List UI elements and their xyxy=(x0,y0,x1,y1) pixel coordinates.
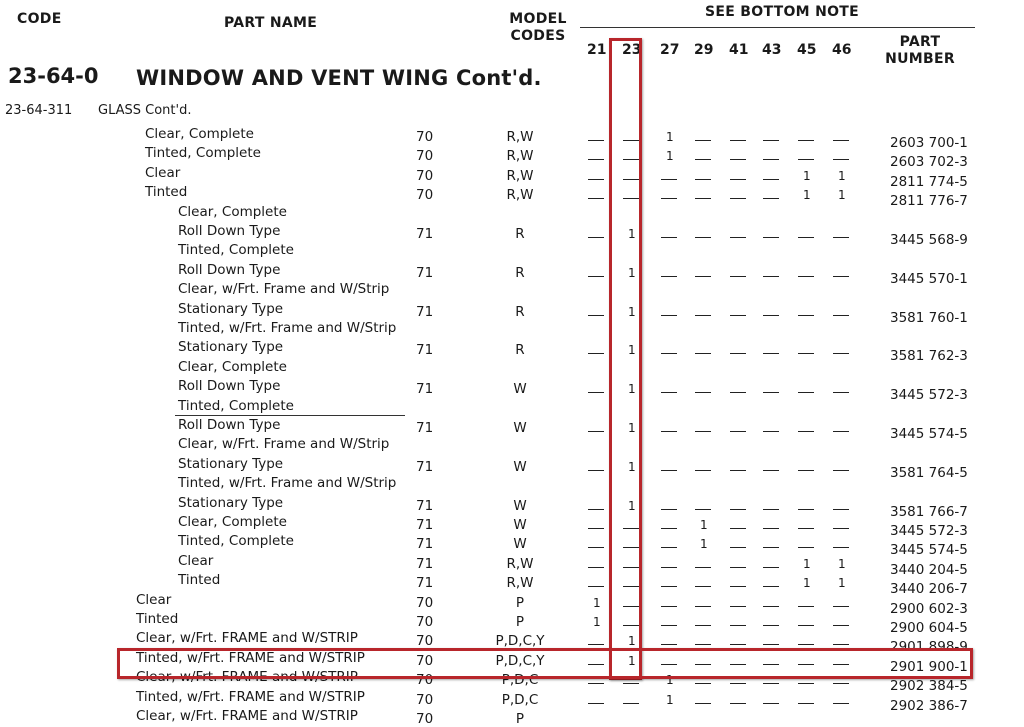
qty-dash xyxy=(833,276,849,277)
qty-dash xyxy=(833,703,849,704)
qty-mark: 1 xyxy=(628,499,636,513)
subsection-title: GLASS Cont'd. xyxy=(98,103,192,118)
header-code: CODE xyxy=(17,11,62,27)
qty-dash xyxy=(623,683,639,684)
qty-dash xyxy=(588,392,604,393)
subsection-code: 23-64-311 xyxy=(5,103,73,118)
row-year: 70 xyxy=(416,129,434,145)
row-part-number: 2902 386-7 xyxy=(890,698,968,714)
qty-dash xyxy=(695,198,711,199)
row-model-codes: R,W xyxy=(506,129,534,145)
qty-dash xyxy=(763,237,779,238)
qty-dash xyxy=(763,315,779,316)
qty-mark: 1 xyxy=(666,149,674,163)
qty-dash xyxy=(588,276,604,277)
qty-dash xyxy=(798,547,814,548)
qty-mark: 1 xyxy=(628,382,636,396)
qty-dash xyxy=(661,470,677,471)
qty-dash xyxy=(798,276,814,277)
qty-mark: 1 xyxy=(593,596,601,610)
section-title: WINDOW AND VENT WING Cont'd. xyxy=(136,66,542,90)
qty-dash xyxy=(695,509,711,510)
row-part-number: 2603 702-3 xyxy=(890,154,968,170)
qty-dash xyxy=(588,586,604,587)
row-year: 71 xyxy=(416,498,434,514)
row-description: Tinted, w/Frt. Frame and W/Strip xyxy=(178,320,397,336)
row-model-codes: W xyxy=(513,381,527,397)
row-description: Clear, w/Frt. Frame and W/Strip xyxy=(178,281,390,297)
qty-dash xyxy=(763,547,779,548)
row-description: Clear, Complete xyxy=(178,514,287,530)
row-part-number: 2811 776-7 xyxy=(890,193,968,209)
qty-dash xyxy=(661,644,677,645)
qty-dash xyxy=(763,625,779,626)
qty-dash xyxy=(798,683,814,684)
row-part-number: 3581 762-3 xyxy=(890,348,968,364)
qty-dash xyxy=(763,159,779,160)
row-year: 70 xyxy=(416,187,434,203)
row-year: 71 xyxy=(416,304,434,320)
row-part-number: 2901 900-1 xyxy=(890,659,968,675)
row-model-codes: P,D,C,Y xyxy=(495,653,545,669)
qty-dash xyxy=(833,509,849,510)
row-description: Tinted, Complete xyxy=(145,145,261,161)
qty-dash xyxy=(695,567,711,568)
qty-dash xyxy=(661,353,677,354)
header-part-name: PART NAME xyxy=(224,15,318,31)
qty-dash xyxy=(763,392,779,393)
qty-dash xyxy=(588,315,604,316)
qty-mark: 1 xyxy=(838,557,846,571)
header-part-number-1: PART xyxy=(899,34,941,50)
qty-dash xyxy=(730,547,746,548)
year-column-41: 41 xyxy=(729,42,749,58)
qty-dash xyxy=(833,353,849,354)
row-part-number: 2900 602-3 xyxy=(890,601,968,617)
qty-dash xyxy=(730,392,746,393)
qty-dash xyxy=(661,198,677,199)
qty-dash xyxy=(763,179,779,180)
qty-dash xyxy=(763,528,779,529)
group-separator-rule xyxy=(175,415,405,416)
row-description: Tinted, Complete xyxy=(178,242,294,258)
qty-dash xyxy=(695,179,711,180)
row-description: Tinted, w/Frt. FRAME and W/STRIP xyxy=(136,650,365,666)
row-model-codes: P,D,C,Y xyxy=(495,633,545,649)
qty-dash xyxy=(730,644,746,645)
qty-dash xyxy=(833,315,849,316)
row-description: Stationary Type xyxy=(178,495,284,511)
qty-dash xyxy=(588,198,604,199)
qty-dash xyxy=(730,606,746,607)
row-part-number: 2902 384-5 xyxy=(890,678,968,694)
qty-dash xyxy=(695,683,711,684)
qty-dash xyxy=(588,567,604,568)
qty-dash xyxy=(763,140,779,141)
qty-dash xyxy=(763,683,779,684)
row-part-number: 3445 568-9 xyxy=(890,232,968,248)
qty-dash xyxy=(833,644,849,645)
qty-dash xyxy=(661,625,677,626)
qty-dash xyxy=(695,237,711,238)
qty-dash xyxy=(730,159,746,160)
row-part-number: 3445 574-5 xyxy=(890,542,968,558)
row-model-codes: P,D,C xyxy=(501,672,539,688)
row-model-codes: W xyxy=(513,420,527,436)
qty-dash xyxy=(588,683,604,684)
row-part-number: 3445 572-3 xyxy=(890,387,968,403)
row-model-codes: R,W xyxy=(506,148,534,164)
row-part-number: 3440 206-7 xyxy=(890,581,968,597)
qty-dash xyxy=(730,315,746,316)
qty-dash xyxy=(730,237,746,238)
qty-dash xyxy=(588,237,604,238)
row-model-codes: R,W xyxy=(506,556,534,572)
qty-dash xyxy=(798,703,814,704)
year-column-46: 46 xyxy=(832,42,852,58)
qty-mark: 1 xyxy=(700,537,708,551)
qty-dash xyxy=(695,586,711,587)
qty-dash xyxy=(661,392,677,393)
row-description: Roll Down Type xyxy=(178,417,281,433)
row-description: Clear, Complete xyxy=(145,126,254,142)
qty-dash xyxy=(833,392,849,393)
qty-dash xyxy=(588,431,604,432)
row-model-codes: W xyxy=(513,498,527,514)
qty-dash xyxy=(661,586,677,587)
qty-dash xyxy=(588,470,604,471)
row-year: 70 xyxy=(416,711,434,727)
qty-dash xyxy=(798,315,814,316)
row-description: Clear, Complete xyxy=(178,204,287,220)
row-part-number: 3581 760-1 xyxy=(890,310,968,326)
row-model-codes: W xyxy=(513,536,527,552)
header-part-number-2: NUMBER xyxy=(885,51,955,67)
qty-mark: 1 xyxy=(803,557,811,571)
qty-dash xyxy=(588,547,604,548)
qty-dash xyxy=(763,606,779,607)
row-year: 70 xyxy=(416,672,434,688)
qty-mark: 1 xyxy=(628,343,636,357)
row-part-number: 3581 764-5 xyxy=(890,465,968,481)
row-part-number: 3445 570-1 xyxy=(890,271,968,287)
row-year: 71 xyxy=(416,459,434,475)
row-model-codes: R xyxy=(515,226,525,242)
row-description: Stationary Type xyxy=(178,301,284,317)
year-column-21: 21 xyxy=(587,42,607,58)
qty-dash xyxy=(695,470,711,471)
qty-mark: 1 xyxy=(803,576,811,590)
qty-dash xyxy=(730,586,746,587)
qty-dash xyxy=(763,198,779,199)
row-part-number: 2811 774-5 xyxy=(890,174,968,190)
row-year: 70 xyxy=(416,653,434,669)
row-year: 71 xyxy=(416,556,434,572)
row-description: Tinted xyxy=(178,572,221,588)
qty-dash xyxy=(623,703,639,704)
qty-dash xyxy=(763,276,779,277)
qty-dash xyxy=(833,683,849,684)
qty-dash xyxy=(588,703,604,704)
row-model-codes: W xyxy=(513,459,527,475)
row-model-codes: R xyxy=(515,304,525,320)
row-part-number: 2900 604-5 xyxy=(890,620,968,636)
row-part-number: 3581 766-7 xyxy=(890,504,968,520)
qty-dash xyxy=(730,509,746,510)
row-description: Tinted, Complete xyxy=(178,398,294,414)
highlight-column-23 xyxy=(609,38,642,680)
row-description: Clear xyxy=(145,165,181,181)
row-year: 71 xyxy=(416,381,434,397)
qty-dash xyxy=(661,179,677,180)
row-part-number: 2603 700-1 xyxy=(890,135,968,151)
qty-dash xyxy=(661,567,677,568)
qty-mark: 1 xyxy=(628,266,636,280)
qty-dash xyxy=(833,625,849,626)
highlight-row xyxy=(117,648,973,679)
qty-dash xyxy=(763,470,779,471)
qty-dash xyxy=(763,567,779,568)
qty-dash xyxy=(695,606,711,607)
row-model-codes: W xyxy=(513,517,527,533)
qty-mark: 1 xyxy=(628,421,636,435)
qty-dash xyxy=(798,237,814,238)
qty-dash xyxy=(730,431,746,432)
qty-dash xyxy=(695,703,711,704)
row-description: Clear, w/Frt. FRAME and W/STRIP xyxy=(136,669,358,685)
row-description: Tinted, w/Frt. Frame and W/Strip xyxy=(178,475,397,491)
row-description: Clear xyxy=(136,592,172,608)
row-model-codes: R,W xyxy=(506,575,534,591)
qty-dash xyxy=(798,431,814,432)
qty-dash xyxy=(763,703,779,704)
row-description: Stationary Type xyxy=(178,339,284,355)
qty-dash xyxy=(730,140,746,141)
qty-dash xyxy=(695,140,711,141)
header-model-codes-1: MODEL xyxy=(509,11,567,27)
row-description: Roll Down Type xyxy=(178,262,281,278)
row-description: Tinted, w/Frt. FRAME and W/STRIP xyxy=(136,689,365,705)
qty-mark: 1 xyxy=(700,518,708,532)
qty-dash xyxy=(730,276,746,277)
qty-dash xyxy=(695,644,711,645)
qty-dash xyxy=(661,606,677,607)
qty-dash xyxy=(661,528,677,529)
qty-dash xyxy=(730,198,746,199)
qty-dash xyxy=(798,644,814,645)
qty-dash xyxy=(763,353,779,354)
row-year: 70 xyxy=(416,614,434,630)
qty-mark: 1 xyxy=(838,576,846,590)
qty-mark: 1 xyxy=(628,654,636,668)
row-year: 71 xyxy=(416,420,434,436)
year-column-27: 27 xyxy=(660,42,680,58)
qty-dash xyxy=(833,606,849,607)
row-year: 70 xyxy=(416,633,434,649)
header-model-codes-2: CODES xyxy=(510,28,566,44)
qty-dash xyxy=(588,644,604,645)
qty-mark: 1 xyxy=(628,305,636,319)
row-description: Clear, Complete xyxy=(178,359,287,375)
qty-dash xyxy=(661,431,677,432)
qty-dash xyxy=(798,140,814,141)
qty-mark: 1 xyxy=(666,693,674,707)
row-year: 70 xyxy=(416,168,434,184)
row-model-codes: P xyxy=(515,614,525,630)
qty-dash xyxy=(588,528,604,529)
qty-dash xyxy=(798,606,814,607)
qty-dash xyxy=(588,140,604,141)
qty-dash xyxy=(695,315,711,316)
qty-dash xyxy=(833,237,849,238)
row-description: Tinted xyxy=(136,611,179,627)
qty-dash xyxy=(763,509,779,510)
qty-dash xyxy=(833,470,849,471)
row-year: 71 xyxy=(416,226,434,242)
row-part-number: 3445 574-5 xyxy=(890,426,968,442)
qty-dash xyxy=(661,237,677,238)
qty-dash xyxy=(798,353,814,354)
qty-dash xyxy=(833,528,849,529)
row-description: Tinted, Complete xyxy=(178,533,294,549)
row-description: Tinted xyxy=(145,184,188,200)
row-year: 71 xyxy=(416,342,434,358)
year-column-29: 29 xyxy=(694,42,714,58)
header-see-bottom-note: SEE BOTTOM NOTE xyxy=(705,4,860,20)
qty-dash xyxy=(695,276,711,277)
qty-dash xyxy=(763,586,779,587)
row-description: Roll Down Type xyxy=(178,223,281,239)
qty-dash xyxy=(695,625,711,626)
row-year: 71 xyxy=(416,517,434,533)
qty-dash xyxy=(833,159,849,160)
row-description: Clear, w/Frt. FRAME and W/STRIP xyxy=(136,708,358,724)
row-year: 70 xyxy=(416,595,434,611)
qty-dash xyxy=(588,353,604,354)
qty-dash xyxy=(730,179,746,180)
qty-dash xyxy=(661,315,677,316)
row-year: 70 xyxy=(416,148,434,164)
qty-dash xyxy=(588,509,604,510)
row-model-codes: R xyxy=(515,342,525,358)
qty-dash xyxy=(730,703,746,704)
row-model-codes: P,D,C xyxy=(501,692,539,708)
row-year: 71 xyxy=(416,536,434,552)
qty-dash xyxy=(730,353,746,354)
row-part-number: 3440 204-5 xyxy=(890,562,968,578)
row-model-codes: R,W xyxy=(506,187,534,203)
year-column-43: 43 xyxy=(762,42,782,58)
qty-dash xyxy=(763,644,779,645)
row-description: Clear xyxy=(178,553,214,569)
row-part-number: 2901 898-9 xyxy=(890,639,968,655)
qty-dash xyxy=(763,431,779,432)
qty-mark: 1 xyxy=(593,615,601,629)
row-part-number: 3445 572-3 xyxy=(890,523,968,539)
qty-dash xyxy=(695,353,711,354)
qty-dash xyxy=(730,470,746,471)
qty-dash xyxy=(695,431,711,432)
qty-dash xyxy=(798,392,814,393)
qty-dash xyxy=(730,683,746,684)
qty-mark: 1 xyxy=(838,169,846,183)
row-year: 71 xyxy=(416,265,434,281)
row-description: Clear, w/Frt. Frame and W/Strip xyxy=(178,436,390,452)
qty-mark: 1 xyxy=(666,673,674,687)
qty-dash xyxy=(661,509,677,510)
row-model-codes: P xyxy=(515,711,525,727)
qty-mark: 1 xyxy=(628,227,636,241)
qty-dash xyxy=(833,547,849,548)
qty-dash xyxy=(798,528,814,529)
qty-dash xyxy=(730,567,746,568)
qty-dash xyxy=(695,392,711,393)
row-description: Stationary Type xyxy=(178,456,284,472)
qty-dash xyxy=(798,509,814,510)
qty-dash xyxy=(730,528,746,529)
qty-mark: 1 xyxy=(666,130,674,144)
qty-mark: 1 xyxy=(803,188,811,202)
qty-mark: 1 xyxy=(628,634,636,648)
row-model-codes: P xyxy=(515,595,525,611)
year-column-23: 23 xyxy=(622,42,642,58)
qty-dash xyxy=(798,625,814,626)
row-year: 70 xyxy=(416,692,434,708)
row-description: Clear, w/Frt. FRAME and W/STRIP xyxy=(136,630,358,646)
qty-dash xyxy=(833,140,849,141)
section-code: 23-64-0 xyxy=(8,64,99,88)
qty-dash xyxy=(588,159,604,160)
qty-mark: 1 xyxy=(838,188,846,202)
qty-mark: 1 xyxy=(628,460,636,474)
row-model-codes: R,W xyxy=(506,168,534,184)
qty-dash xyxy=(588,179,604,180)
qty-dash xyxy=(661,276,677,277)
qty-dash xyxy=(798,159,814,160)
row-description: Roll Down Type xyxy=(178,378,281,394)
qty-dash xyxy=(798,470,814,471)
year-column-45: 45 xyxy=(797,42,817,58)
qty-mark: 1 xyxy=(803,169,811,183)
qty-dash xyxy=(730,625,746,626)
qty-dash xyxy=(695,159,711,160)
row-model-codes: R xyxy=(515,265,525,281)
row-year: 71 xyxy=(416,575,434,591)
qty-dash xyxy=(833,431,849,432)
qty-dash xyxy=(661,547,677,548)
